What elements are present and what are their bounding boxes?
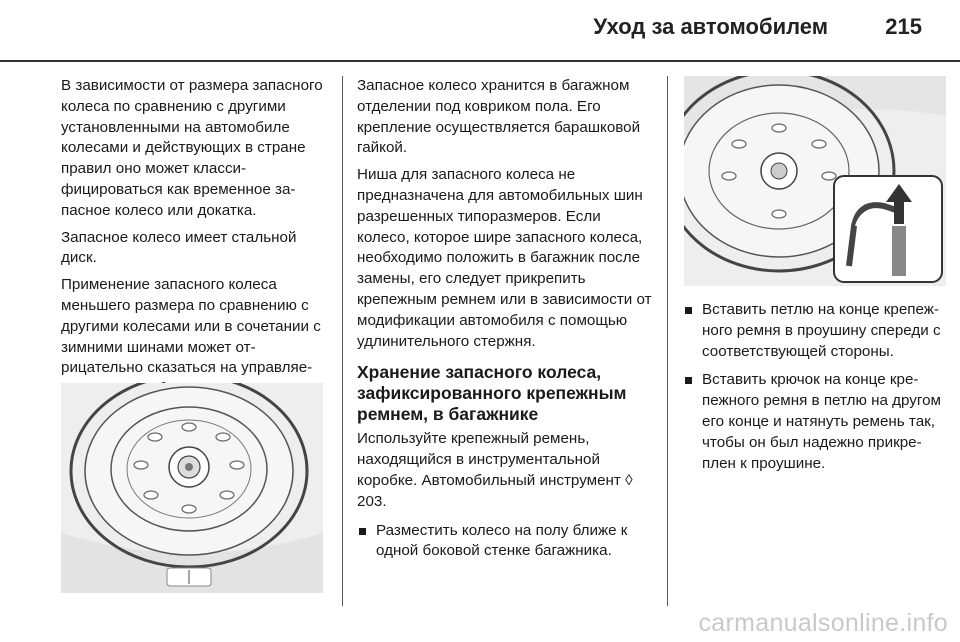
strap-hook-figure: [684, 76, 946, 286]
strap-hook-illustration: [684, 76, 946, 286]
left-paragraph-2: Запасное колесо имеет стальной диск.: [61, 228, 297, 267]
right-column: [683, 292, 948, 474]
page-header-title: Уход за автомобилем: [593, 14, 828, 39]
right-bullet-2: Вставить крючок на конце крепежного ремня в петлю на другом его конце и натянуть ремень так, чтобы он был надежно прикреплен к проушине.: [683, 370, 948, 474]
column-divider-right: [667, 76, 668, 606]
header-rule: [0, 60, 960, 62]
left-paragraph-1: В зависимости от размера запасного колеса по сравнению с другими установленными на автомобиле колесами и действующих в стране правил оно может классифицироваться как временное запасное колесо или докатка.: [61, 77, 323, 219]
middle-paragraph-2: Ниша для запасного колеса не предназначена для автомобильных шин разрешенных типоразмеров. Если колесо, которое шире запасного колеса, необходимо положить в багажник после замены, его следует прикрепить крепежным ремнем или в зависимости от модификации автомобиля с помощью удлинительного стержня.: [357, 166, 652, 350]
left-paragraph-3: Применение запасного колеса меньшего размера по сравнению с другими колесами или в сочетании с зимними шинами может отрицательно сказаться на управляе: [61, 276, 321, 377]
page-number: 215: [885, 14, 922, 39]
watermark: carmanualsonline.info: [698, 609, 948, 637]
cross-reference-icon: ◊: [625, 471, 633, 489]
middle-column: [357, 76, 655, 562]
middle-intro: [357, 429, 655, 512]
middle-bullet-1: Разместить колесо на полу ближе к одной боковой стенке багажника.: [357, 521, 655, 563]
middle-intro-text: Используйте крепежный ремень, находящийся в инструментальной коробке. Автомобильный инструмент: [357, 430, 621, 489]
spare-wheel-illustration: [61, 383, 323, 593]
spare-wheel-figure: [61, 383, 323, 593]
left-column: [61, 76, 328, 427]
cross-reference-page: 203.: [357, 492, 387, 510]
middle-paragraph-1: Запасное колесо хранится в багажном отделении под ковриком пола. Его крепление осуществляется барашковой гайкой.: [357, 77, 641, 157]
right-bullet-1: Вставить петлю на конце крепежного ремня в проушину спереди с соответствующей стороны.: [683, 300, 948, 362]
section-heading: Хранение запасного колеса, зафиксированного крепежным ремнем, в багажнике: [357, 362, 627, 425]
column-divider-left: [342, 76, 343, 606]
